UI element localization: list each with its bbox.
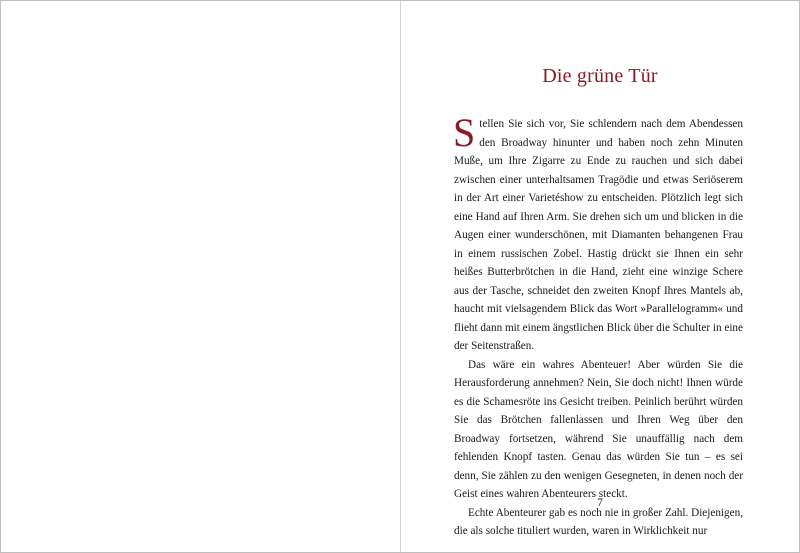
paragraph-1 bbox=[453, 110, 743, 356]
body-text bbox=[453, 110, 743, 541]
paragraph-3: Echte Abenteurer gab es noch nie in großer Zahl. Diejenigen, die als solche tituliert wurden, waren in Wirklichkeit nur bbox=[454, 506, 743, 537]
drop-cap: S bbox=[453, 110, 476, 155]
left-page-blank bbox=[1, 1, 400, 552]
page-number: 7 bbox=[597, 497, 603, 509]
chapter-title: Die grüne Tür bbox=[542, 65, 658, 87]
right-page bbox=[401, 1, 799, 552]
paragraph-2: Das wäre ein wahres Abenteuer! Aber würden Sie die Herausforderung annehmen? Nein, Sie doch nicht! Ihnen würde es die Schamesröte ins Gesicht treiben. Peinlich berührt würden Sie das Brötchen fallenlassen und Ihren Weg über den Broadway fortsetzen, während Sie unauffällig nach dem fehlenden Knopf tasten. Genau das würden Sie tun – es sei denn, Sie zählen zu den wenigen Gesegneten, in denen noch der Geist eines wahren Abenteurers steckt. bbox=[454, 358, 743, 500]
paragraph-1-text: tellen Sie sich vor, Sie schlendern nach dem Abendessen den Broadway hinunter und haben noch zehn Minuten Muße, um Ihre Zigarre zu Ende zu rauchen und sich dabei zwischen einer unterhaltsamen Tragödie und etwas Seriöserem in der Art einer Varietéshow zu entscheiden. Plötzlich legt sich eine Hand auf Ihren Arm. Sie drehen sich um und blicken in die Augen einer wunderschönen, mit Diamanten behangenen Frau in einem russischen Zobel. Hastig drückt sie Ihnen ein sehr heißes Butterbrötchen in die Hand, zieht eine winzige Schere aus der Tasche, schneidet den zweiten Knopf Ihres Mantels ab, haucht mit vielsagendem Blick das Wort »Parallelogramm« und flieht dann mit einem ängstlichen Blick über die Schulter in eine der Seitenstraßen. bbox=[454, 118, 743, 352]
